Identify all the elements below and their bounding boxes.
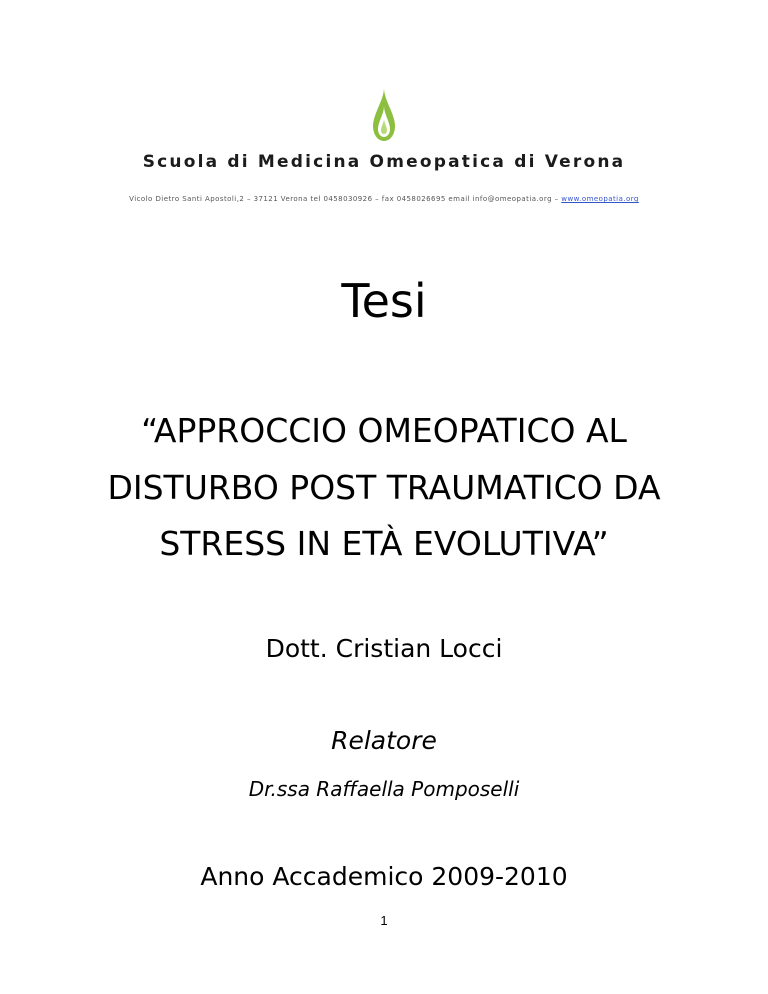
- thesis-title-line-2: DISTURBO POST TRAUMATICO DA: [107, 468, 661, 507]
- school-name: Scuola di Medicina Omeopatica di Verona: [142, 152, 626, 172]
- thesis-title-line-1: “APPROCCIO OMEOPATICO AL: [141, 411, 627, 450]
- thesis-title-line-3: STRESS IN ETÀ EVOLUTIVA”: [159, 524, 609, 563]
- academic-year: Anno Accademico 2009-2010: [200, 862, 568, 891]
- school-address-line: [0, 195, 768, 203]
- page-number: 1: [380, 913, 388, 928]
- green-drop-logo: [337, 84, 431, 146]
- author-name: Dott. Cristian Locci: [265, 634, 503, 663]
- advisor-name: Dr.ssa Raffaella Pomposelli: [248, 777, 520, 801]
- advisor-label: Relatore: [331, 726, 437, 755]
- school-contact-details: Vicolo Dietro Santi Apostoli,2 – 37121 Verona tel 0458030926 – fax 0458026695 email info@omeopatia.org –: [129, 195, 562, 203]
- school-website-link[interactable]: www.omeopatia.org: [561, 195, 639, 203]
- document-type-heading: Tesi: [341, 274, 427, 328]
